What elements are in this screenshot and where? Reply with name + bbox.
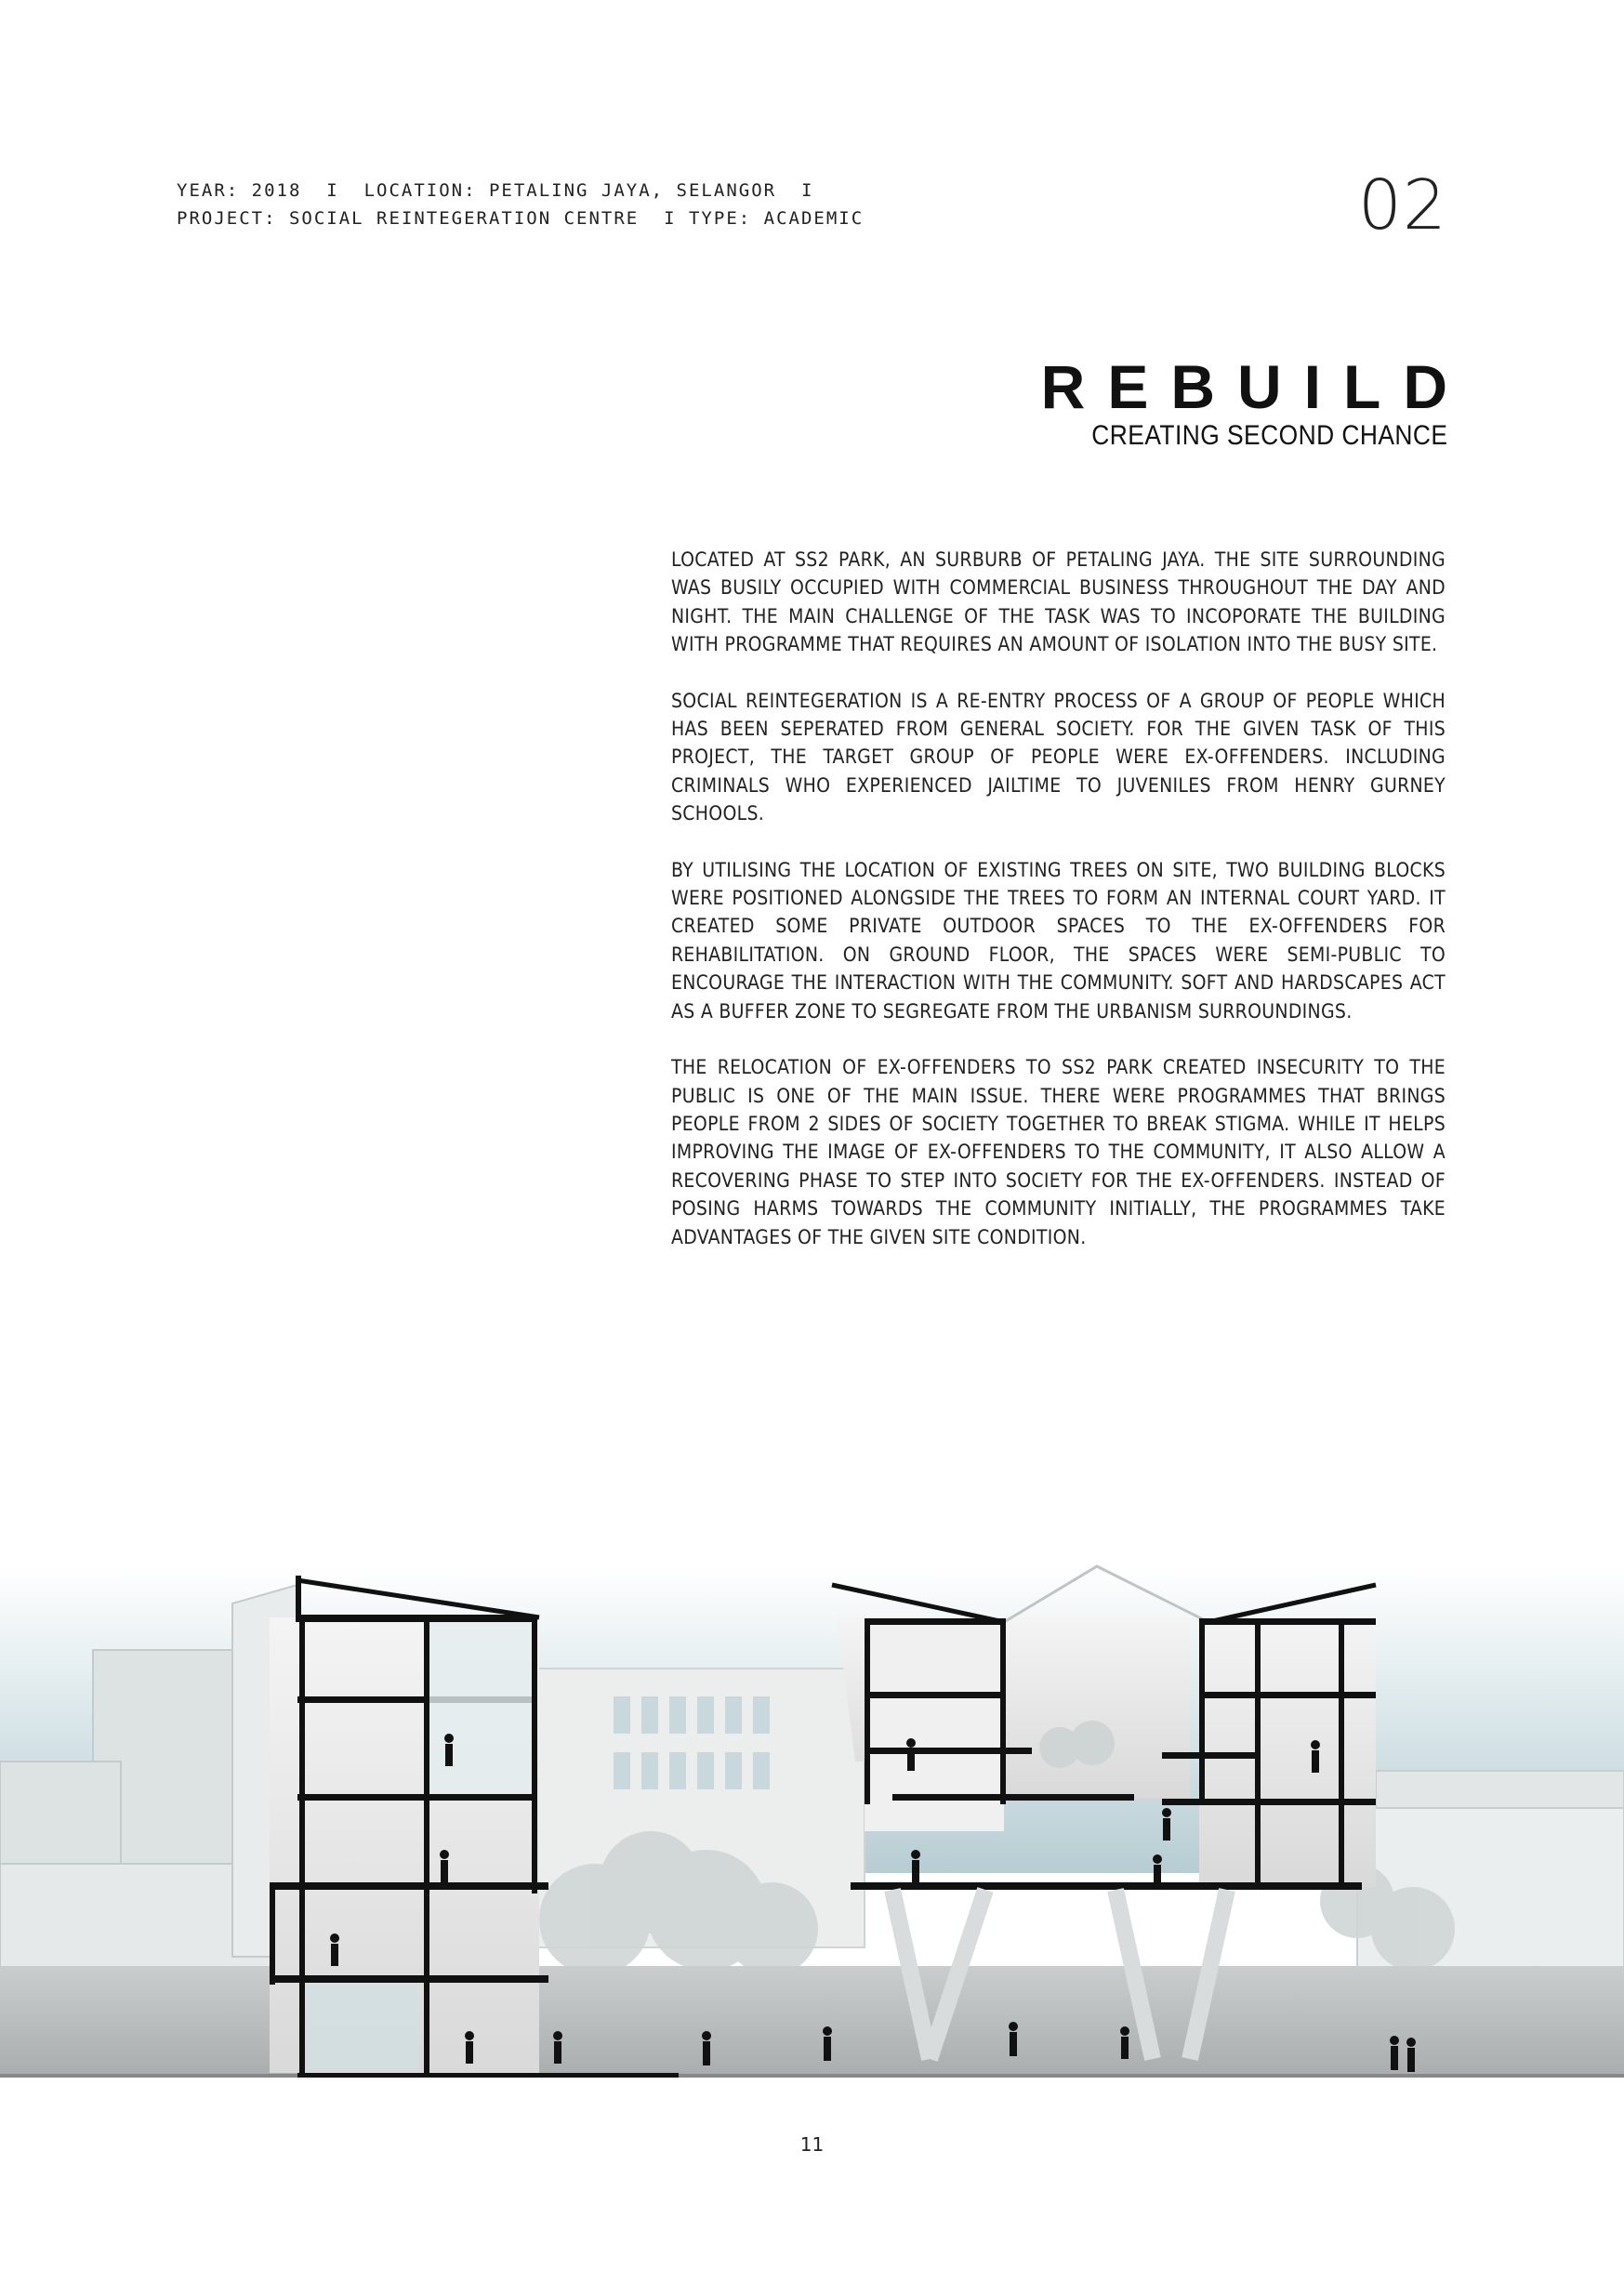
paragraph-programme: THE RELOCATION OF EX-OFFENDERS TO SS2 PARK CREATED INSECURITY TO THE PUBLIC IS ONE OF THE MAIN ISSUE. THERE WERE PROGRAMMES THAT BRINGS PEOPLE FROM 2 SIDES OF SOCIETY TOGETHER TO BREAK STIGMA. WHILE IT HELPS IMPROVING THE IMAGE OF EX-OFFENDERS TO THE COMMUNITY, IT ALSO ALLOW A RECOVERING PHASE TO STEP INTO SOCIETY FOR THE EX-OFFENDERS. INSTEAD OF POSING HARMS TOWARDS THE COMMUNITY INITIALLY, THE PROGRAMMES TAKE ADVANTAGES OF THE GIVEN SITE CONDITION. (671, 1056, 1446, 1248)
meta-line-year-location: YEAR: 2018 I LOCATION: PETALING JAYA, SELANGOR I (177, 180, 814, 201)
project-meta (177, 177, 864, 232)
section-perspective-illustration (0, 1529, 1624, 2078)
meta-line-project-type: PROJECT: SOCIAL REINTEGERATION CENTRE I TYPE: ACADEMIC (177, 208, 865, 229)
project-description (671, 546, 1446, 1279)
page-title: REBUILD (1040, 352, 1470, 421)
page-number: 11 (799, 2133, 825, 2156)
paragraph-layout: BY UTILISING THE LOCATION OF EXISTING TREES ON SITE, TWO BUILDING BLOCKS WERE POSITIONED ALONGSIDE THE TREES TO FORM AN INTERNAL COURT YARD. IT CREATED SOME PRIVATE OUTDOOR SPACES TO THE EX-OFFENDERS FOR REHABILITATION. ON GROUND FLOOR, THE SPACES WERE SEMI-PUBLIC TO ENCOURAGE THE INTERACTION WITH THE COMMUNITY. SOFT AND HARDSCAPES ACT AS A BUFFER ZONE TO SEGREGATE FROM THE URBANISM SURROUNDINGS. (671, 858, 1446, 1023)
paragraph-reintegration: SOCIAL REINTEGERATION IS A RE-ENTRY PROCESS OF A GROUP OF PEOPLE WHICH HAS BEEN SEPERATED FROM GENERAL SOCIETY. FOR THE GIVEN TASK OF THIS PROJECT, THE TARGET GROUP OF PEOPLE WERE EX-OFFENDERS. INCLUDING CRIMINALS WHO EXPERIENCED JAILTIME TO JUVENILES FROM HENRY GURNEY SCHOOLS. (671, 689, 1446, 825)
paragraph-site: LOCATED AT SS2 PARK, AN SURBURB OF PETALING JAYA. THE SITE SURROUNDING WAS BUSILY OCCUPIED WITH COMMERCIAL BUSINESS THROUGHOUT THE DAY AND NIGHT. THE MAIN CHALLENGE OF THE TASK WAS TO INCOPORATE THE BUILDING WITH PROGRAMME THAT REQUIRES AN AMOUNT OF ISOLATION INTO THE BUSY SITE. (671, 548, 1446, 656)
ground (0, 1966, 1624, 2078)
page-subtitle: CREATING SECOND CHANCE (1090, 420, 1447, 451)
project-number: 02 (1357, 165, 1447, 245)
